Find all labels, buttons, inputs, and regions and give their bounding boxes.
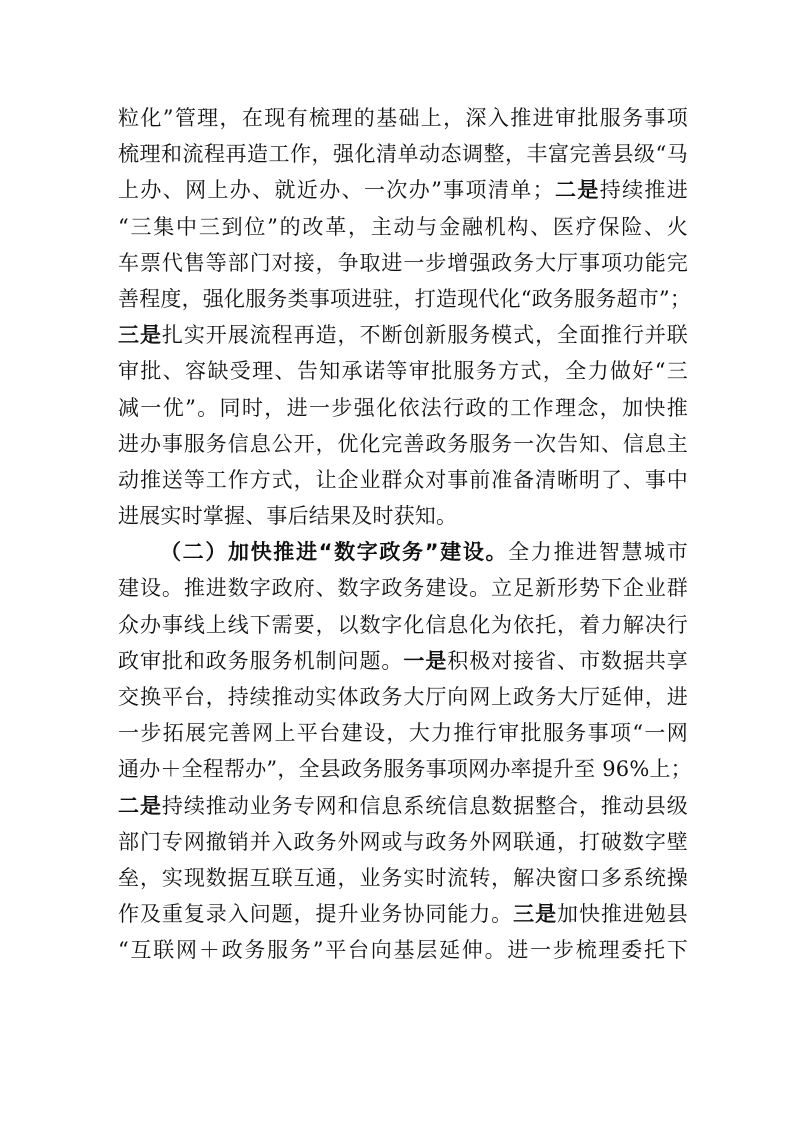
text-line: [118, 896, 688, 932]
text-line: [118, 679, 688, 715]
text-line: [118, 390, 688, 426]
text-line: [118, 715, 688, 751]
text-span: 积极对接省、市数据共享: [447, 648, 688, 673]
text-span: 政审批和政务服务机制问题。: [118, 648, 404, 673]
text-line: [118, 824, 688, 860]
text-span: 善程度，强化服务类事项进驻，打造现代化“政务服务超市”；: [118, 286, 692, 311]
text-span: 减一优”。同时，进一步强化依法行政的工作理念，加快推: [118, 395, 688, 420]
bold-marker: 一是: [403, 648, 448, 673]
bold-marker: 二是: [118, 793, 162, 818]
text-span: 垒，实现数据互联互通，业务实时流转，解决窗口多系统操: [118, 865, 688, 890]
bold-marker: 二是: [553, 178, 600, 203]
text-span: 持续推动业务专网和信息系统信息数据整合，推动县级: [161, 793, 688, 818]
text-line: [118, 209, 688, 245]
bold-marker: 三是: [118, 323, 162, 348]
text-span: 车票代售等部门对接，争取进一步增强政务大厅事项功能完: [118, 250, 688, 275]
text-span: 交换平台，持续推动实体政务大厅向网上政务大厅延伸，进: [118, 685, 688, 709]
document-body: [118, 100, 692, 969]
text-line: [118, 498, 688, 534]
text-span: “互联网＋政务服务”平台向基层延伸。进一步梳理委托下: [118, 938, 688, 963]
text-span: 作及重复录入问题，提升业务协同能力。: [118, 902, 514, 927]
text-line: [118, 607, 688, 643]
text-line: [118, 353, 688, 389]
text-line: [118, 100, 688, 136]
text-line: [118, 932, 688, 968]
section-heading: （二）加快推进“数字政务”建设。: [160, 540, 509, 565]
text-line: [118, 317, 688, 353]
text-span: 梳理和流程再造工作，强化清单动态调整，丰富完善县级“马: [118, 142, 688, 167]
text-span: 审批、容缺受理、告知承诺等审批服务方式，全力做好“三: [118, 359, 688, 384]
paragraph-1: [118, 100, 692, 534]
text-line: [118, 570, 688, 606]
text-line: [118, 245, 688, 281]
text-line: [118, 281, 692, 317]
text-span: 加快推进勉县: [557, 902, 688, 927]
text-span: “三集中三到位”的改革，主动与金融机构、医疗保险、火: [118, 214, 688, 239]
text-line: [118, 426, 688, 462]
text-span: 上办、网上办、就近办、一次办”事项清单；: [118, 178, 554, 203]
text-line: [118, 136, 688, 172]
text-line: [118, 534, 688, 570]
text-span: 一步拓展完善网上平台建设，大力推行审批服务事项“一网: [118, 721, 688, 746]
text-span: 粒化”管理，在现有梳理的基础上，深入推进审批服务事项: [118, 106, 688, 130]
text-span: 持续推进: [599, 178, 688, 203]
text-line: [118, 643, 688, 679]
text-span: 扎实开展流程再造，不断创新服务模式，全面推行并联: [161, 323, 688, 348]
text-span: 动推送等工作方式，让企业群众对事前准备清晰明了、事中: [118, 467, 688, 492]
paragraph-2: [118, 534, 692, 968]
text-line: [118, 788, 688, 824]
text-line: [118, 751, 692, 787]
text-span: 进展实时掌握、事后结果及时获知。: [118, 504, 458, 529]
text-span: 进办事服务信息公开，优化完善政务服务一次告知、信息主: [118, 431, 688, 456]
bold-marker: 三是: [513, 902, 558, 927]
text-span: 众办事线上线下需要，以数字化信息化为依托，着力解决行: [118, 612, 688, 637]
text-span: 通办＋全程帮办”，全县政务服务事项网办率提升至 96%上；: [118, 757, 692, 782]
text-span: 建设。推进数字政府、数字政务建设。立足新形势下企业群: [118, 576, 688, 601]
text-line: [118, 860, 688, 896]
text-span: 部门专网撤销并入政务外网或与政务外网联通，打破数字壁: [118, 829, 688, 854]
text-span: 全力推进智慧城市: [508, 540, 688, 565]
text-line: [118, 462, 688, 498]
text-line: [118, 172, 688, 208]
